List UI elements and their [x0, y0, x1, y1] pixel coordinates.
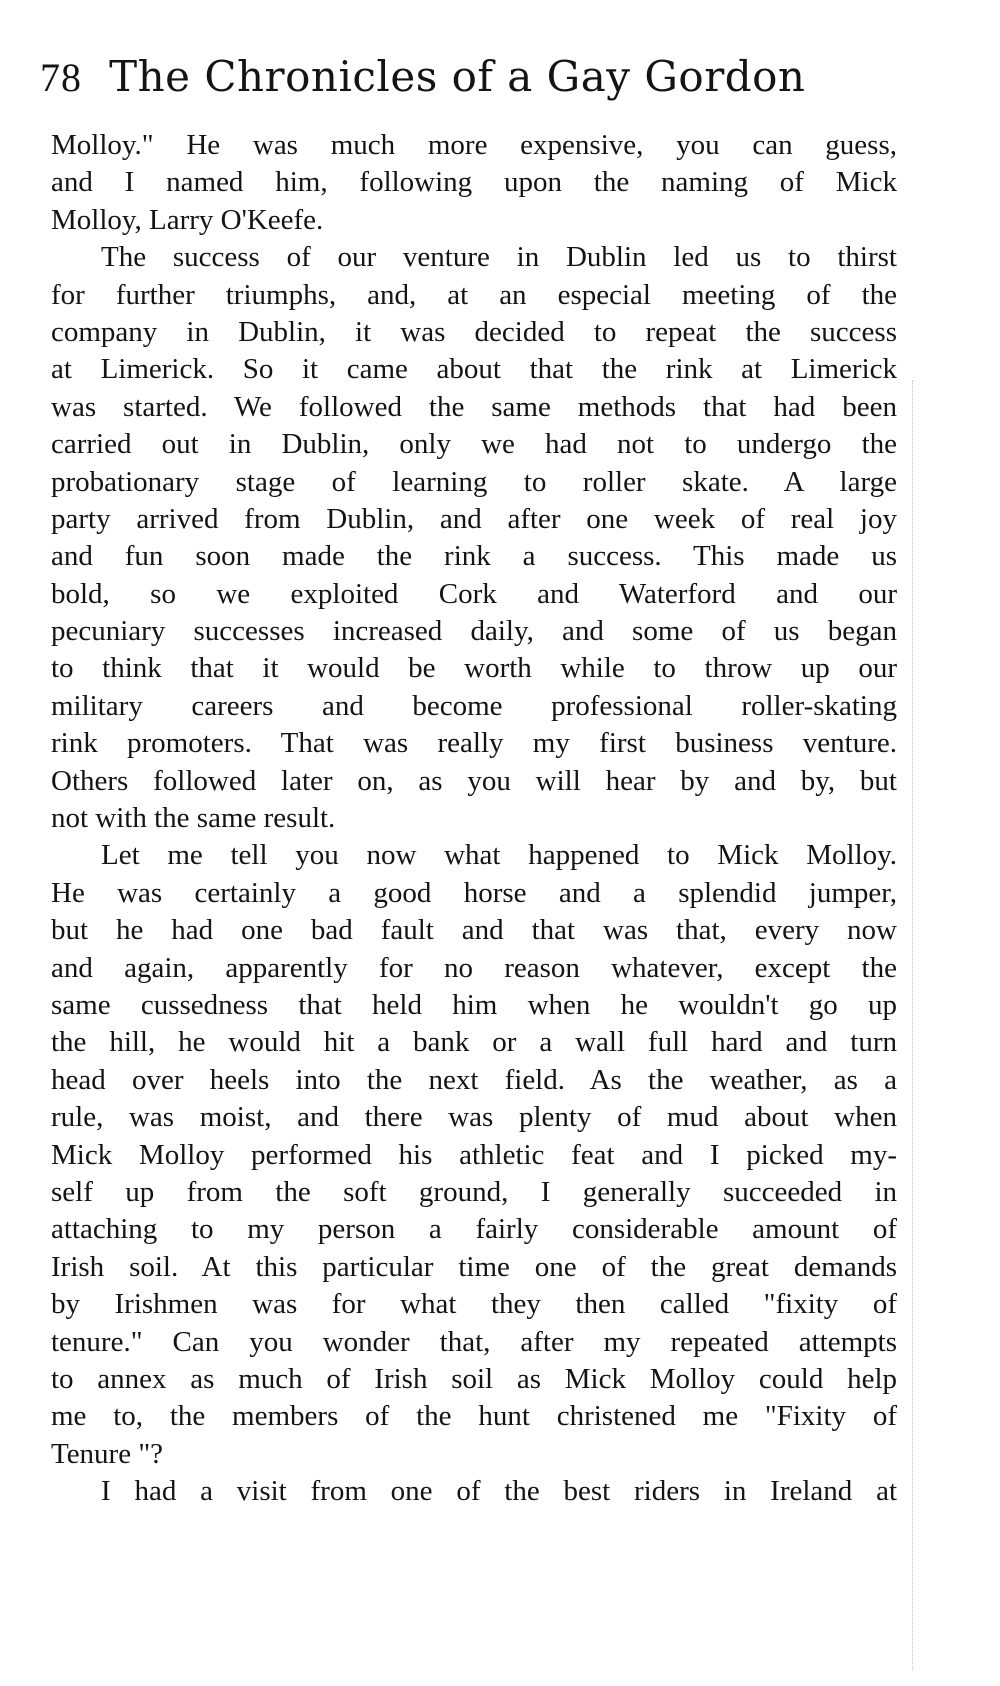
text-line: rink promoters. That was really my first business venture. [51, 727, 897, 760]
text-line: attaching to my person a fairly considerable amount of [51, 1213, 897, 1246]
text-line: by Irishmen was for what they then called "fixity of [51, 1288, 897, 1321]
text-line: self up from the soft ground, I generally succeeded in [51, 1175, 897, 1208]
binding-gutter [912, 380, 919, 1670]
text-line: and I named him, following upon the naming of Mick [51, 166, 897, 199]
text-line: Let me tell you now what happened to Mick Molloy. [101, 839, 897, 872]
text-line: military careers and become professional roller-skating [51, 689, 897, 722]
text-line: Others followed later on, as you will hear by and by, but [51, 764, 897, 797]
text-line: same cussedness that held him when he wouldn't go up [51, 988, 897, 1021]
text-line: carried out in Dublin, only we had not to undergo the [51, 428, 897, 461]
text-line: and again, apparently for no reason whatever, except the [51, 951, 897, 984]
text-line: The success of our venture in Dublin led us to thirst [101, 241, 897, 274]
text-line: Tenure "? [51, 1437, 164, 1470]
text-line: Molloy." He was much more expensive, you can guess, [51, 129, 897, 161]
text-line: but he had one bad fault and that was that, every now [51, 914, 897, 947]
body-text [51, 127, 897, 1510]
text-line: was started. We followed the same methods that had been [51, 390, 897, 423]
text-line: company in Dublin, it was decided to repeat the success [51, 315, 897, 348]
running-title: The Chronicles of a Gay Gordon [109, 52, 806, 101]
text-line: and fun soon made the rink a success. This made us [51, 540, 897, 573]
page-header [40, 52, 940, 112]
text-line: Molloy, Larry O'Keefe. [51, 203, 324, 236]
text-line: pecuniary successes increased daily, and some of us began [51, 615, 897, 648]
text-line: probationary stage of learning to roller skate. A large [51, 465, 897, 498]
text-line: the hill, he would hit a bank or a wall full hard and turn [51, 1026, 897, 1059]
text-line: Irish soil. At this particular time one of the great demands [51, 1250, 897, 1283]
text-line: Mick Molloy performed his athletic feat and I picked my- [51, 1138, 897, 1171]
text-line: tenure." Can you wonder that, after my repeated attempts [51, 1325, 897, 1358]
text-line: head over heels into the next field. As the weather, as a [51, 1063, 897, 1096]
text-line: to annex as much of Irish soil as Mick Molloy could help [51, 1362, 897, 1395]
text-line: bold, so we exploited Cork and Waterford and our [51, 577, 897, 610]
text-line: at Limerick. So it came about that the rink at Limerick [51, 353, 897, 386]
text-line: to think that it would be worth while to throw up our [51, 652, 897, 685]
text-line: party arrived from Dublin, and after one week of real joy [51, 502, 897, 535]
text-line: rule, was moist, and there was plenty of mud about when [51, 1101, 897, 1134]
text-line: me to, the members of the hunt christened me "Fixity of [51, 1400, 897, 1433]
text-line: I had a visit from one of the best riders in Ireland at [101, 1475, 897, 1508]
page-number: 78 [40, 55, 82, 100]
text-line: for further triumphs, and, at an especial meeting of the [51, 278, 897, 311]
text-line: He was certainly a good horse and a splendid jumper, [51, 876, 897, 909]
text-line: not with the same result. [51, 802, 336, 835]
